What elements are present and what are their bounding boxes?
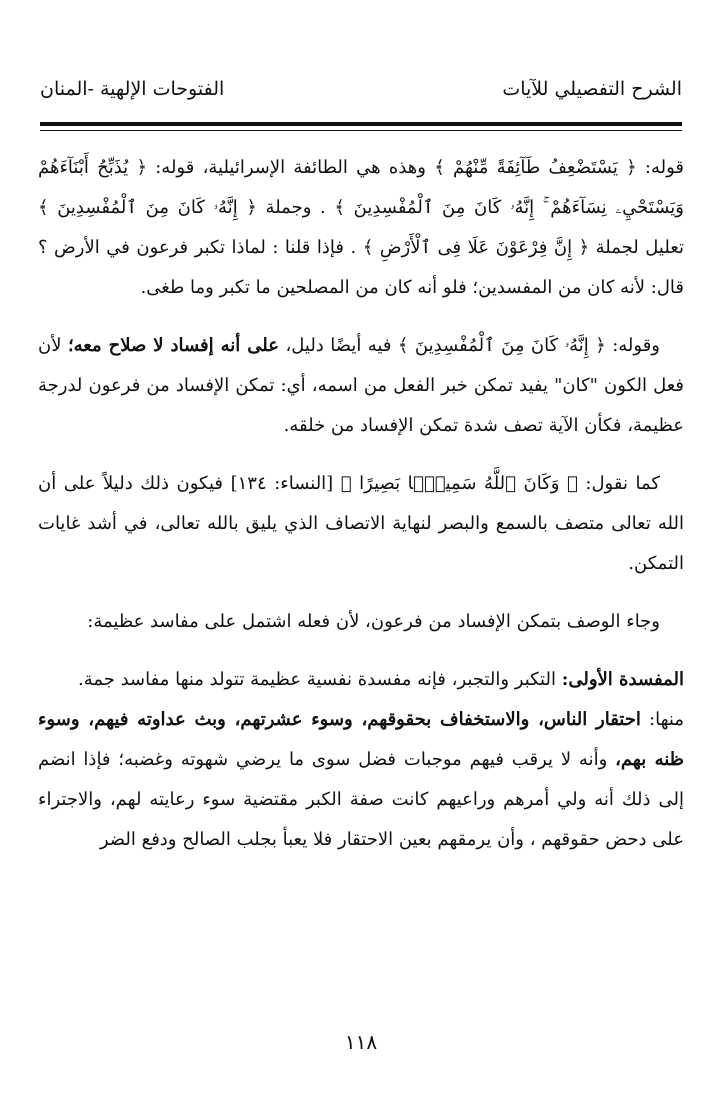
paragraph-1 [38, 148, 684, 308]
page-number: ١١٨ [344, 1030, 378, 1054]
paragraph-2-text-a: وقوله: ﴿ إِنَّهُۥ كَانَ مِنَ ٱلْمُفْسِدِينَ ﴾ فيه أيضًا دليل، [279, 335, 660, 356]
paragraph-6-bold: احتقار الناس، والاستخفاف بحقوقهم، وسوء عشرتهم، وبث عداوته فيهم، وسوء ظنه بهم، [38, 709, 684, 770]
header-rule-thin [40, 130, 682, 131]
header-section-title: الفتوحات الإلهية -المنان [40, 78, 225, 100]
paragraph-1-text: قوله: ﴿ يَسْتَضْعِفُ طَآئِفَةً مِّنْهُمْ ﴾ وهذه هي الطائفة الإسرائيلية، قوله: ﴿ يُذَبِّحُ أَبْنَآءَهُمْ وَيَسْتَحْيِۦ نِسَآءَهُمْ ۚ إِنَّهُۥ كَانَ مِنَ ٱلْمُفْسِدِينَ ﴾ . وجملة ﴿ إِنَّهُۥ كَانَ مِنَ ٱلْمُفْسِدِينَ ﴾ تعليل لجملة ﴿ إِنَّ فِرْعَوْنَ عَلَا فِى ٱلْأَرْضِ ﴾ . فإذا قلنا : لماذا تكبر فرعون في الأرض ؟ قال: لأنه كان من المفسدين؛ فلو أنه كان من المصلحين ما تكبر وما طغى. [38, 157, 684, 298]
paragraph-4 [38, 602, 684, 642]
paragraph-3 [38, 464, 684, 584]
paragraph-6 [38, 700, 684, 860]
paragraph-2 [38, 326, 684, 446]
body-text [38, 148, 684, 878]
page-header [40, 78, 682, 118]
paragraph-5-bold: المفسدة الأولى: [561, 669, 684, 690]
paragraph-3-text: كما نقول: ﴿ وَكَانَ ٱللَّهُ سَمِيعًۢا بَصِيرًا ﴾ [النساء: ١٣٤] فيكون ذلك دليلاً على أن الله تعالى متصف بالسمع والبصر لنهاية الاتصاف الذي يليق بالله تعالى، في أشد غايات التمكن. [38, 473, 684, 574]
paragraph-5-text: التكبر والتجبر، فإنه مفسدة نفسية عظيمة تتولد منها مفاسد جمة. [77, 669, 562, 690]
paragraph-2-bold: على أنه إفساد لا صلاح معه؛ [67, 335, 279, 356]
paragraph-2-text-b: لأن فعل الكون "كان" يفيد تمكن خبر الفعل من اسمه، أي: تمكن الإفساد من فرعون لدرجة عظيمة، فكأن الآية تصف شدة تمكن الإفساد من خلقه. [38, 335, 684, 436]
paragraph-4-text: وجاء الوصف بتمكن الإفساد من فرعون، لأن فعله اشتمل على مفاسد عظيمة: [87, 611, 660, 632]
paragraph-6-text-a: منها: [640, 709, 684, 730]
paragraph-5 [38, 660, 684, 700]
paragraph-6-text-b: وأنه لا يرقب فيهم موجبات فضل سوى ما يرضي شهوته وغضبه؛ فإذا انضم إلى ذلك أنه ولي أمرهم وراعيهم كانت صفة الكبر مقتضية سوء رعايته لهم، والاجتراء على دحض حقوقهم ، وأن يرمقهم بعين الاحتقار فلا يعبأ بجلب الصالح ودفع الضر [38, 749, 684, 850]
header-rule-thick [40, 122, 682, 126]
header-book-title: الشرح التفصيلي للآيات [502, 78, 682, 100]
